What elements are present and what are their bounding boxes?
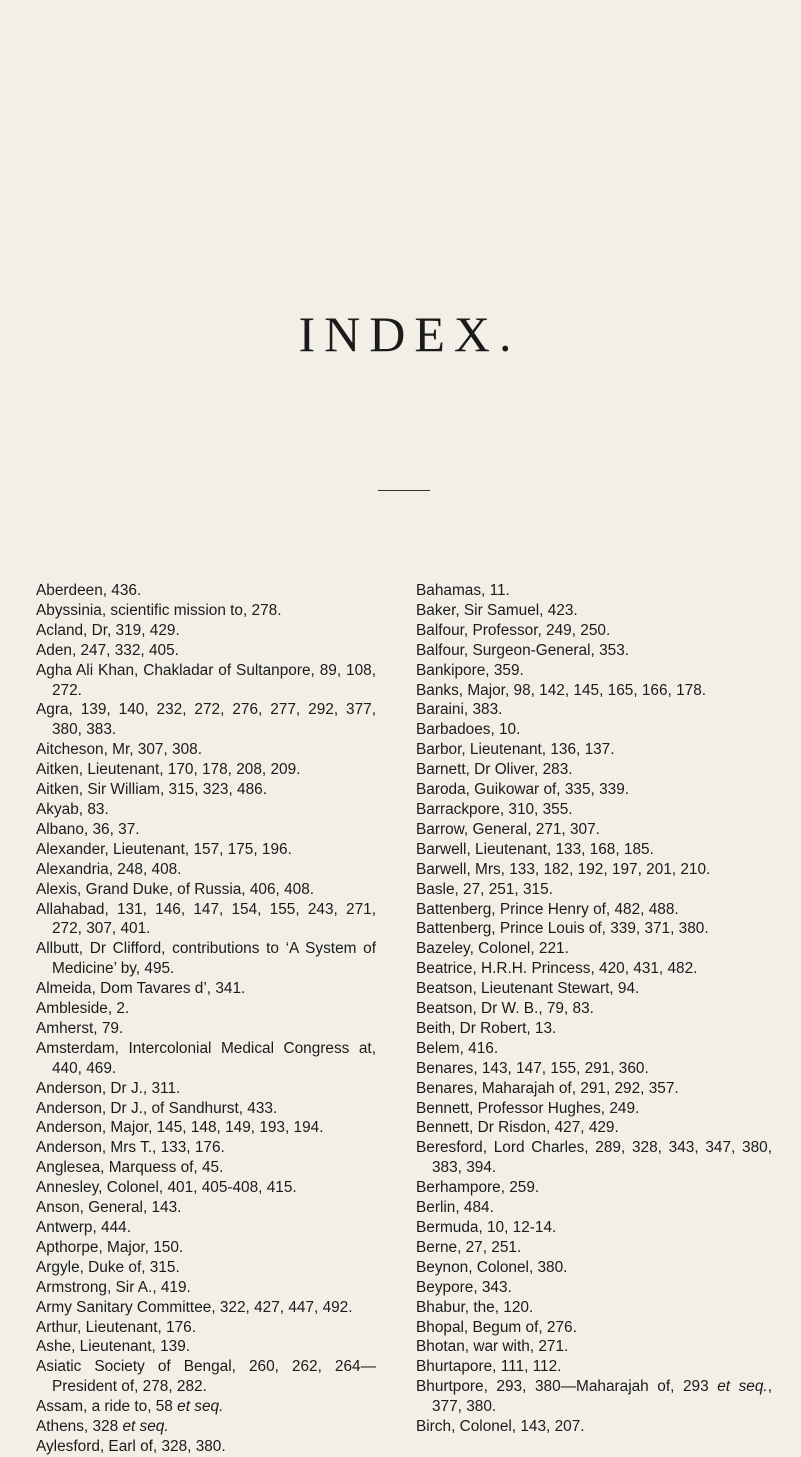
index-entry: Battenberg, Prince Louis of, 339, 371, 380. — [416, 920, 709, 938]
index-entry: Antwerp, 444. — [36, 1219, 131, 1236]
index-entry: Bahamas, 11. — [416, 582, 510, 599]
index-entry: Beatson, Dr W. B., 79, 83. — [416, 1000, 594, 1018]
index-entry: Aberdeen, 436. — [36, 582, 142, 599]
index-entry: Barwell, Lieutenant, 133, 168, 185. — [416, 840, 654, 858]
index-entry: Agha Ali Khan, Chakladar of Sultanpore, 89, 108, 272. — [36, 661, 376, 699]
index-entry: Basle, 27, 251, 315. — [416, 880, 553, 898]
index-entry: Argyle, Duke of, 315. — [36, 1258, 180, 1276]
index-entry: Beith, Dr Robert, 13. — [416, 1019, 557, 1037]
index-entry: Apthorpe, Major, 150. — [36, 1238, 184, 1256]
index-entry: Baker, Sir Samuel, 423. — [416, 601, 578, 619]
index-entry: Bennett, Dr Risdon, 427, 429. — [416, 1119, 619, 1137]
index-entry: Acland, Dr, 319, 429. — [36, 621, 180, 639]
index-entry: Abyssinia, scientific mission to, 278. — [36, 601, 282, 619]
index-entry: Banks, Major, 98, 142, 145, 165, 166, 178. — [416, 681, 707, 699]
index-column-right — [416, 581, 772, 1437]
index-entry: Beypore, 343. — [416, 1278, 512, 1296]
index-entry: Bennett, Professor Hughes, 249. — [416, 1099, 640, 1117]
index-entry: Anglesea, Marquess of, 45. — [36, 1159, 224, 1177]
index-entry: Balfour, Professor, 249, 250. — [416, 621, 611, 639]
index-entry: Ashe, Lieutenant, 139. — [36, 1338, 191, 1356]
index-entry: Bhabur, the, 120. — [416, 1298, 534, 1316]
index-entry: Annesley, Colonel, 401, 405-408, 415. — [36, 1179, 297, 1197]
index-entry: Anderson, Mrs T., 133, 176. — [36, 1139, 225, 1157]
index-entry: Assam, a ride to, 58 et seq. — [36, 1398, 224, 1416]
index-entry: Anderson, Dr J., 311. — [36, 1079, 181, 1097]
index-entry: Barnett, Dr Oliver, 283. — [416, 761, 573, 779]
index-entry: Baroda, Guikowar of, 335, 339. — [416, 781, 630, 799]
index-entry: Bhopal, Begum of, 276. — [416, 1318, 577, 1336]
index-entry: Anderson, Major, 145, 148, 149, 193, 194. — [36, 1119, 324, 1137]
index-entry: Battenberg, Prince Henry of, 482, 488. — [416, 900, 679, 918]
index-entry: Baraini, 383. — [416, 701, 503, 719]
index-entry: Aylesford, Earl of, 328, 380. — [36, 1437, 226, 1455]
index-entry: Albano, 36, 37. — [36, 820, 140, 838]
index-entry: Bhotan, war with, 271. — [416, 1338, 569, 1356]
index-entry: Bazeley, Colonel, 221. — [416, 940, 569, 958]
index-entry: Amherst, 79. — [36, 1019, 124, 1037]
index-entry: Barrow, General, 271, 307. — [416, 820, 600, 838]
index-entry: Benares, Maharajah of, 291, 292, 357. — [416, 1079, 679, 1097]
index-entry: Aitcheson, Mr, 307, 308. — [36, 741, 202, 759]
index-entry: Arthur, Lieutenant, 176. — [36, 1318, 197, 1336]
index-entry: Barwell, Mrs, 133, 182, 192, 197, 201, 210. — [416, 860, 711, 878]
index-entry: Berhampore, 259. — [416, 1179, 540, 1197]
index-entry: Anderson, Dr J., of Sandhurst, 433. — [36, 1099, 278, 1117]
index-entry: Army Sanitary Committee, 322, 427, 447, 492. — [36, 1298, 353, 1316]
index-entry: Amsterdam, Intercolonial Medical Congress at, 440, 469. — [36, 1039, 376, 1077]
index-entry: Beatson, Lieutenant Stewart, 94. — [416, 980, 640, 998]
index-entry: Beatrice, H.R.H. Princess, 420, 431, 482. — [416, 960, 698, 978]
index-column-left — [36, 581, 376, 1457]
index-entry: Barbadoes, 10. — [416, 721, 521, 739]
index-entry: Almeida, Dom Tavares d’, 341. — [36, 980, 246, 998]
index-entry: Barbor, Lieutenant, 136, 137. — [416, 741, 615, 759]
index-entry: Anson, General, 143. — [36, 1199, 182, 1217]
index-entry: Belem, 416. — [416, 1039, 499, 1057]
index-entry: Bermuda, 10, 12-14. — [416, 1219, 557, 1236]
index-entry: Allahabad, 131, 146, 147, 154, 155, 243, 271, 272, 307, 401. — [36, 900, 376, 938]
index-entry: Athens, 328 et seq. — [36, 1418, 169, 1436]
index-entry: Berne, 27, 251. — [416, 1238, 522, 1256]
index-entry: Agra, 139, 140, 232, 272, 276, 277, 292, 377, 380, 383. — [36, 701, 376, 739]
index-entry: Alexandria, 248, 408. — [36, 860, 182, 878]
index-entry: Ambleside, 2. — [36, 1000, 130, 1018]
index-entry: Beynon, Colonel, 380. — [416, 1258, 568, 1276]
index-entry: Birch, Colonel, 143, 207. — [416, 1418, 585, 1436]
index-entry: Armstrong, Sir A., 419. — [36, 1278, 191, 1296]
title-divider — [378, 490, 430, 491]
index-entry: Aden, 247, 332, 405. — [36, 641, 179, 659]
index-entry: Balfour, Surgeon-General, 353. — [416, 641, 630, 659]
index-entry: Beresford, Lord Charles, 289, 328, 343, 347, 380, 383, 394. — [416, 1139, 772, 1177]
index-entry: Asiatic Society of Bengal, 260, 262, 264—President of, 278, 282. — [36, 1358, 376, 1396]
index-entry: Benares, 143, 147, 155, 291, 360. — [416, 1059, 649, 1077]
index-entry: Bhurtapore, 111, 112. — [416, 1358, 562, 1376]
index-entry: Alexis, Grand Duke, of Russia, 406, 408. — [36, 880, 315, 898]
index-entry: Alexander, Lieutenant, 157, 175, 196. — [36, 840, 292, 858]
index-entry: Aitken, Sir William, 315, 323, 486. — [36, 781, 267, 799]
index-entry: Barrackpore, 310, 355. — [416, 800, 573, 818]
index-entry: Bankipore, 359. — [416, 661, 524, 679]
index-entry: Aitken, Lieutenant, 170, 178, 208, 209. — [36, 761, 301, 779]
index-entry: Bhurtpore, 293, 380—Maharajah of, 293 et seq., 377, 380. — [416, 1378, 772, 1416]
page-title: INDEX. — [298, 306, 521, 362]
index-entry: Akyab, 83. — [36, 800, 109, 818]
index-entry: Berlin, 484. — [416, 1199, 494, 1217]
index-entry: Allbutt, Dr Clifford, contributions to ‘A System of Medicine’ by, 495. — [36, 940, 376, 978]
